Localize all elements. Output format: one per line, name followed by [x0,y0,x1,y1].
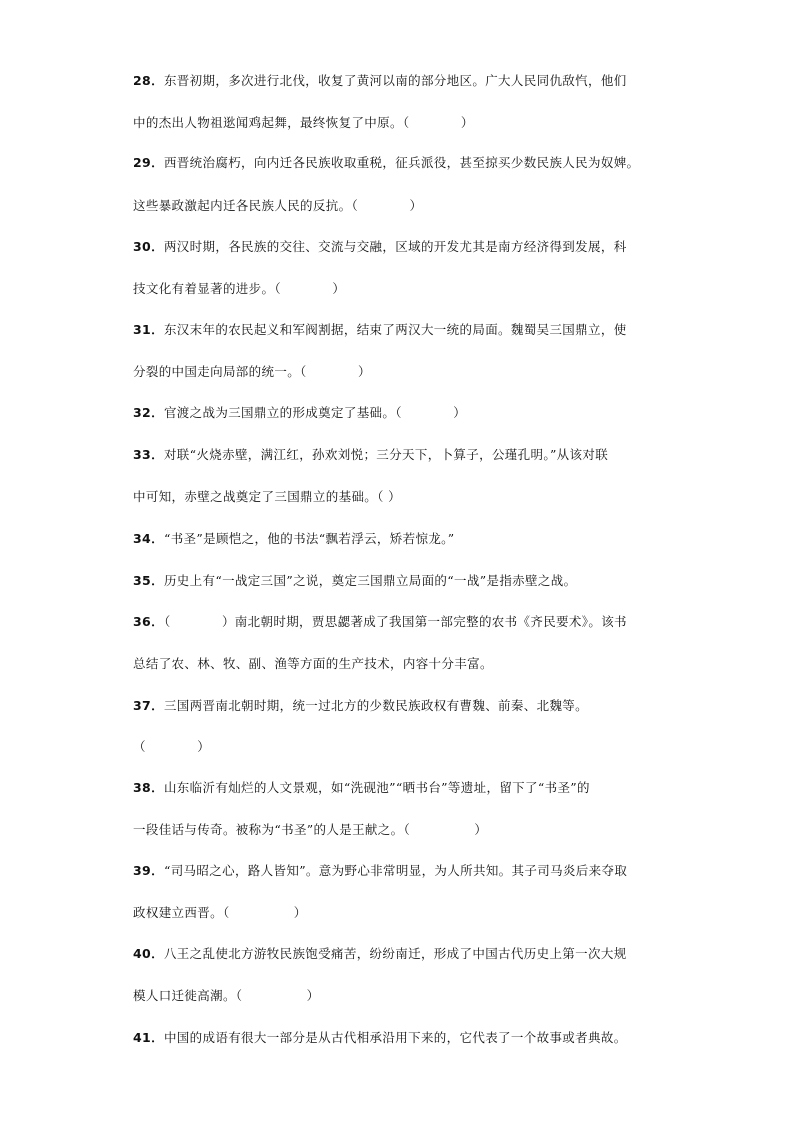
question-30-line-1 [133,239,673,255]
question-38-number: 38． [133,780,164,795]
question-31-line-1 [133,322,673,338]
question-38-text-1: 山东临沂有灿烂的人文景观，如“洗砚池”“晒书台”等遗址，留下了“书圣”的 [163,780,590,795]
question-39-text-1: “司马昭之心，路人皆知”。意为野心非常明显，为人所共知。其子司马炎后来夺取 [163,863,628,878]
question-28-line-1 [133,73,673,89]
question-36-number: 36． [133,614,164,629]
question-37-number: 37． [133,698,164,713]
question-40-line-2: 模人口迁徙高潮。（ ） [133,988,320,1003]
question-30-number: 30． [133,239,164,254]
question-38-line-2: 一段佳话与传奇。被称为“书圣”的人是王献之。（ ） [133,822,488,837]
question-38-line-1 [133,780,673,796]
question-37-line-2: （ ） [133,739,211,754]
question-35-text-1: 历史上有“一战定三国”之说，奠定三国鼎立局面的“一战”是指赤壁之战。 [163,573,577,588]
question-32-line-1 [133,405,673,421]
question-30-line-2: 技文化有着显著的进步。（ ） [133,281,346,296]
question-31-number: 31． [133,322,164,337]
question-39-line-2: 政权建立西晋。（ ） [133,905,307,920]
question-32-number: 32． [133,405,164,420]
question-29-text-1: 西晋统治腐朽，向内迁各民族收取重税，征兵派役，甚至掠买少数民族人民为奴婢。 [163,155,640,170]
question-31-text-1: 东汉末年的农民起义和军阀割据，结束了两汉大一统的局面。魏蜀吴三国鼎立，使 [163,322,627,337]
question-40-text-1: 八王之乱使北方游牧民族饱受痛苦，纷纷南迁，形成了中国古代历史上第一次大规 [163,946,627,961]
question-37-text-1: 三国两晋南北朝时期，统一过北方的少数民族政权有曹魏、前秦、北魏等。 [163,698,589,713]
question-39-number: 39． [133,863,164,878]
question-36-text-1: （ ）南北朝时期，贾思勰著成了我国第一部完整的农书《齐民要术》。该书 [163,614,627,629]
question-36-line-2: 总结了农、林、牧、副、渔等方面的生产技术，内容十分丰富。 [133,656,493,671]
question-32-text-1: 官渡之战为三国鼎立的形成奠定了基础。（ ） [163,405,467,420]
question-39-line-1 [133,863,673,879]
question-30-text-1: 两汉时期，各民族的交往、交流与交融，区域的开发尤其是南方经济得到发展，科 [163,239,627,254]
question-34-number: 34． [133,531,164,546]
question-28-number: 28． [133,73,164,88]
question-36-line-1 [133,614,673,630]
question-41-line-1 [133,1030,673,1046]
question-33-number: 33． [133,447,164,462]
question-29-line-2: 这些暴政激起内迁各民族人民的反抗。（ ） [133,198,423,213]
question-31-line-2: 分裂的中国走向局部的统一。（ ） [133,364,371,379]
question-41-text-1: 中国的成语有很大一部分是从古代相承沿用下来的，它代表了一个故事或者典故。 [163,1030,627,1045]
question-35-number: 35． [133,573,164,588]
question-29-number: 29． [133,155,164,170]
question-28-line-2: 中的杰出人物祖逖闻鸡起舞，最终恢复了中原。（ ） [133,115,474,130]
question-41-number: 41． [133,1030,164,1045]
question-33-line-2: 中可知，赤壁之战奠定了三国鼎立的基础。（ ） [133,489,401,504]
question-37-line-1 [133,698,673,714]
question-34-line-1 [133,531,673,547]
question-33-line-1 [133,447,673,463]
question-40-number: 40． [133,946,164,961]
question-34-text-1: “书圣”是顾恺之，他的书法“飘若浮云，矫若惊龙。” [163,531,455,546]
question-35-line-1 [133,573,673,589]
question-29-line-1 [133,155,673,171]
question-33-text-1: 对联“火烧赤壁，满江红，孙欢刘悦；三分天下，卜算子，公瑾孔明。”从该对联 [163,447,609,462]
question-40-line-1 [133,946,673,962]
question-28-text-1: 东晋初期，多次进行北伐，收复了黄河以南的部分地区。广大人民同仇敌忾，他们 [163,73,627,88]
